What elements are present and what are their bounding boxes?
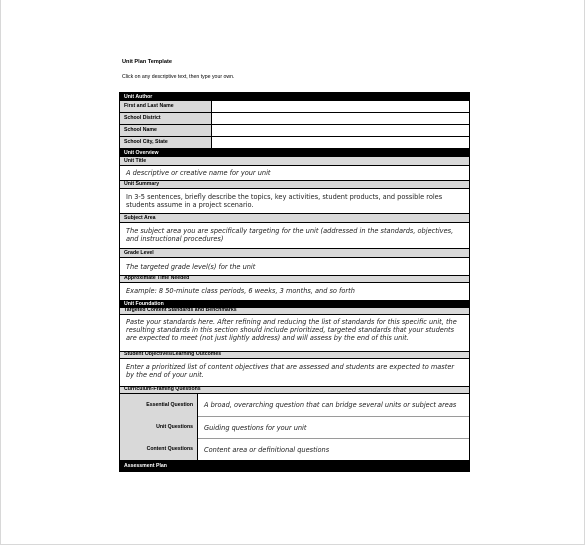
school-name-input[interactable] [212,125,469,136]
author-row-school [120,125,469,137]
essential-question-text[interactable]: A broad, overarching question that can bridge several units or subject areas [198,394,469,416]
objectives-field[interactable] [120,359,469,387]
author-name-input[interactable] [212,101,469,112]
question-row [120,438,469,460]
author-row-city [120,137,469,149]
standards-field[interactable] [120,315,469,352]
standards-text[interactable]: Paste your standards here. After refining and reducing the list of standards for this specific unit, the resulting standards in this section should include prioritized, targeted standards that your students are expected to meet (not just lightly address) and will assess by the end of this unit. [126,318,457,342]
subject-area-label: Subject Area [120,214,469,223]
question-row [120,416,469,438]
time-needed-field[interactable] [120,283,469,301]
unit-summary-label: Unit Summary [120,181,469,189]
grade-level-field[interactable] [120,258,469,276]
unit-title-field[interactable] [120,166,469,181]
author-row-district [120,113,469,125]
question-label: Essential Question [120,394,198,416]
section-header-assessment-plan: Assessment Plan [120,461,469,471]
section-header-unit-foundation: Unit Foundation [120,301,469,308]
author-field-label: School Name [120,125,212,136]
unit-title-label: Unit Title [120,157,469,166]
curriculum-framing-label: Curriculum-Framing Questions [120,387,469,394]
time-needed-text[interactable]: Example: 8 50-minute class periods, 6 weeks, 3 months, and so forth [126,287,355,295]
standards-label: Targeted Content Standards and Benchmarks [120,308,469,315]
author-row-name [120,101,469,113]
unit-summary-field[interactable] [120,189,469,214]
subject-area-text[interactable]: The subject area you are specifically targeting for the unit (addressed in the standards, objectives, and instructional procedures) [126,227,454,243]
school-city-input[interactable] [212,137,469,148]
time-needed-label: Approximate Time Needed [120,276,469,283]
objectives-text[interactable]: Enter a prioritized list of content objectives that are assessed and students are expected to master by the end of your unit. [126,363,455,379]
grade-level-label: Grade Level [120,249,469,258]
objectives-label: Student Objectives/Learning Outcomes [120,352,469,359]
curriculum-questions-block [120,394,469,461]
section-header-unit-author: Unit Author [120,93,469,101]
grade-level-text[interactable]: The targeted grade level(s) for the unit [126,263,256,271]
question-row [120,394,469,416]
author-field-label: School City, State [120,137,212,148]
unit-title-text[interactable]: A descriptive or creative name for your unit [126,169,271,177]
unit-plan-table [119,92,470,472]
question-label: Unit Questions [120,416,198,438]
school-district-input[interactable] [212,113,469,124]
document-instructions: Click on any descriptive text, then type your own. [122,74,235,80]
unit-questions-text[interactable]: Guiding questions for your unit [198,416,469,438]
unit-summary-text[interactable]: In 3-5 sentences, briefly describe the topics, key activities, student products, and possible roles students assume in a project scenario. [126,193,443,209]
question-label: Content Questions [120,438,198,460]
subject-area-field[interactable] [120,223,469,249]
author-field-label: School District [120,113,212,124]
document-title: Unit Plan Template [122,59,172,65]
section-header-unit-overview: Unit Overview [120,149,469,157]
author-field-label: First and Last Name [120,101,212,112]
content-questions-text[interactable]: Content area or definitional questions [198,438,469,460]
